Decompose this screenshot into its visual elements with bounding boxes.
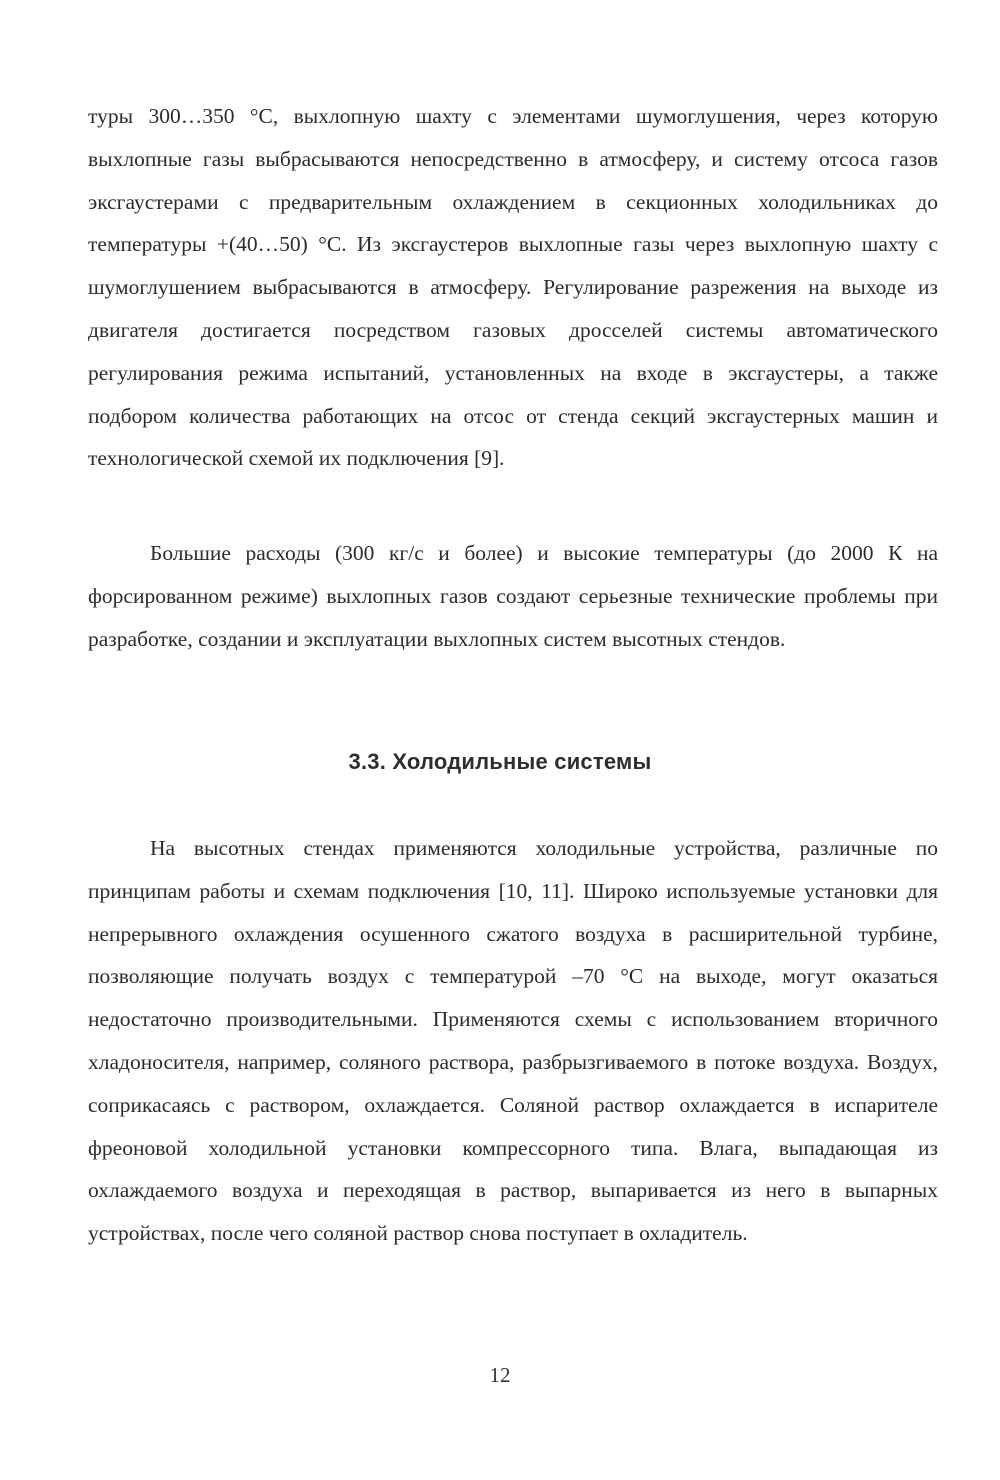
paragraph-exhaust-problems: Большие расходы (300 кг/с и более) и высокие температуры (до 2000 К на форсированном режиме) выхлопных газов создают серьезные технические проблемы при разработке, создании и эксплуатации выхлопных систем высотных стендов. bbox=[88, 541, 938, 651]
paragraph-refrigeration-systems: На высотных стендах применяются холодильные устройства, различные по принципам работы и схемам подключения [10, 11]. Широко используемые установки для непрерывного охлаждения осушенного сжатого воздуха в расширительной турбине, позволяющие получать воздух с температурой –70 °С на выходе, могут оказаться недостаточно производительными. Применяются схемы с использованием вторичного хладоносителя, например, соляного раствора, разбрызгиваемого в потоке воздуха. Воздух, соприкасаясь с раствором, охлаждается. Соляной раствор охлаждается в испарителе фреоновой холодильной установки компрессорного типа. Влага, выпадающая из охлаждаемого воздуха и переходящая в раствор, выпаривается из него в выпарных устройствах, после чего соляной раствор снова поступает в охладитель. bbox=[88, 836, 938, 1246]
section-heading: 3.3. Холодильные системы bbox=[348, 749, 652, 774]
paragraph-exhaust-system-continuation: туры 300…350 °С, выхлопную шахту с элементами шумоглушения, через которую выхлопные газы выбрасываются непосредственно в атмосферу, и систему отсоса газов эксгаустерами с предварительным охлаждением в секционных холодильниках до температуры +(40…50) °С. Из эксгаустеров выхлопные газы через выхлопную шахту с шумоглушением выбрасываются в атмосферу. Регулирование разрежения на выходе из двигателя достигается посредством газовых дросселей системы автоматического регулирования режима испытаний, установленных на входе в эксгаустеры, а также подбором количества работающих на отсос от стенда секций эксгаустерных машин и технологической схемой их подключения [9]. bbox=[88, 104, 938, 471]
page-number: 12 bbox=[489, 1363, 511, 1387]
